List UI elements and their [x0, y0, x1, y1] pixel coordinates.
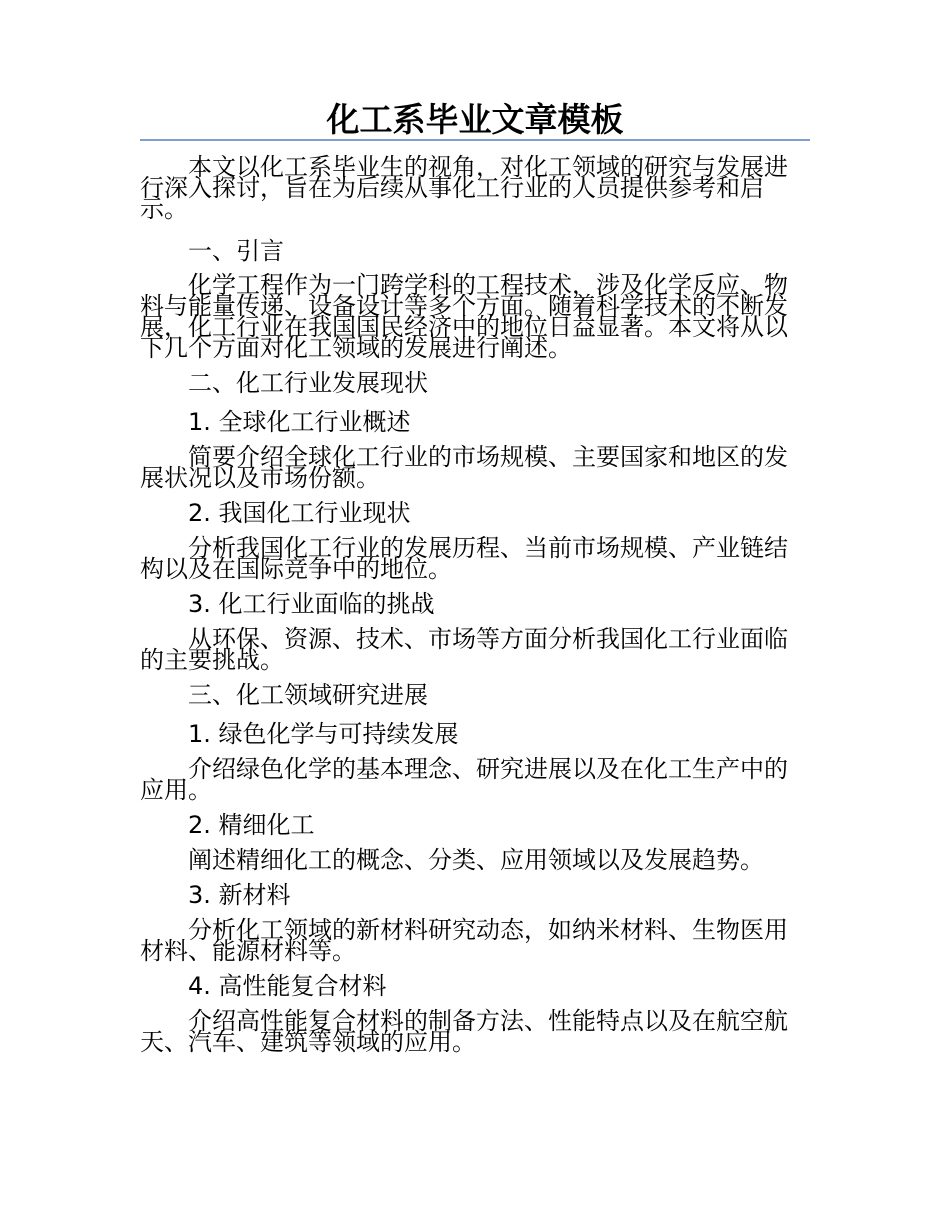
- title-underline: [140, 139, 810, 141]
- intro-paragraph: 本文以化工系毕业生的视角，对化工领域的研究与发展进行深入探讨，旨在为后续从事化工行业的人员提供参考和启示。: [140, 153, 788, 223]
- subheading-green-chemistry: 1. 绿色化学与可持续发展: [188, 720, 459, 748]
- global-overview-paragraph: 简要介绍全球化工行业的市场规模、主要国家和地区的发展状况以及市场份额。: [140, 443, 788, 492]
- composites-paragraph: 介绍高性能复合材料的制备方法、性能特点以及在航空航天、汽车、建筑等领域的应用。: [140, 1007, 788, 1056]
- subheading-fine-chemicals: 2. 精细化工: [188, 811, 315, 839]
- subheading-challenges: 3. 化工行业面临的挑战: [188, 590, 435, 618]
- section-heading-intro: 一、引言: [188, 237, 284, 265]
- green-chemistry-paragraph: 介绍绿色化学的基本理念、研究进展以及在化工生产中的应用。: [140, 755, 788, 804]
- subheading-global-overview: 1. 全球化工行业概述: [188, 408, 411, 436]
- subheading-domestic-status: 2. 我国化工行业现状: [188, 499, 411, 527]
- document-body: [140, 153, 810, 1056]
- challenges-paragraph: 从环保、资源、技术、市场等方面分析我国化工行业面临的主要挑战。: [140, 625, 788, 674]
- page-title: 化工系毕业文章模板: [326, 100, 624, 139]
- section-heading-industry-status: 二、化工行业发展现状: [188, 369, 428, 397]
- intro-section-paragraph: 化学工程作为一门跨学科的工程技术，涉及化学反应、物料与能量传递、设备设计等多个方面。随着科学技术的不断发展，化工行业在我国国民经济中的地位日益显著。本文将从以下几个方面对化工领域的发展进行阐述。: [140, 271, 788, 362]
- subheading-new-materials: 3. 新材料: [188, 881, 291, 909]
- domestic-status-paragraph: 分析我国化工行业的发展历程、当前市场规模、产业链结构以及在国际竞争中的地位。: [140, 534, 788, 583]
- subheading-composites: 4. 高性能复合材料: [188, 972, 387, 1000]
- new-materials-paragraph: 分析化工领域的新材料研究动态，如纳米材料、生物医用材料、能源材料等。: [140, 916, 788, 965]
- section-heading-research-progress: 三、化工领域研究进展: [188, 681, 428, 709]
- fine-chemicals-paragraph: 阐述精细化工的概念、分类、应用领域以及发展趋势。: [188, 846, 764, 874]
